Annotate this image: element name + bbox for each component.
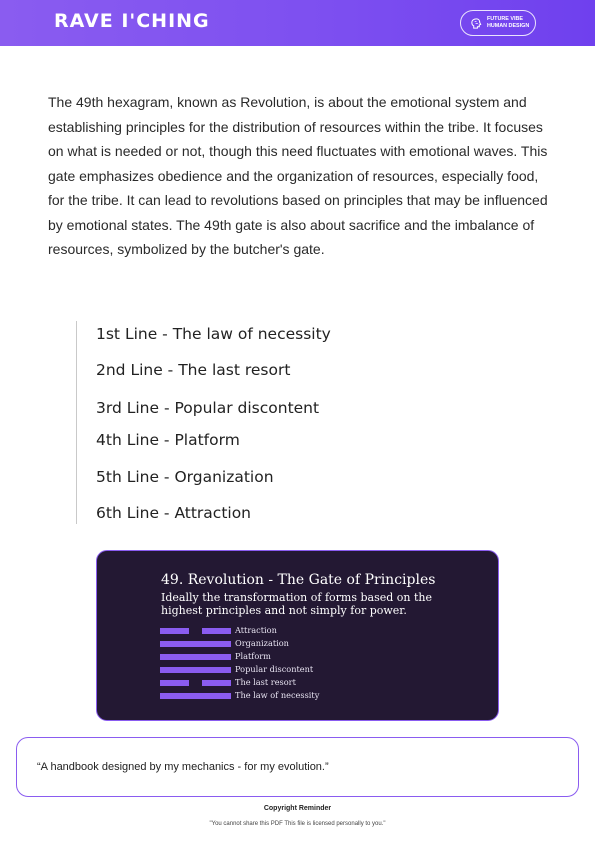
hexagram-bar [202, 680, 231, 686]
quote-box [16, 737, 579, 797]
gate-subtitle: Ideally the transformation of forms based on the highest principles and not simply for power. [161, 591, 432, 617]
copyright-title: Copyright Reminder [263, 805, 332, 812]
line-item-1: 1st Line - The law of necessity [96, 325, 331, 343]
hexagram-bar [202, 628, 231, 634]
line-item-3: 3rd Line - Popular discontent [96, 399, 320, 417]
hexagram-bar [160, 680, 189, 686]
header-banner [0, 0, 595, 46]
page-title: RAVE I'CHING [54, 10, 210, 32]
brand-line-2: HUMAN DESIGN [487, 23, 530, 29]
hexagram-label: Attraction [235, 625, 277, 635]
line-item-2: 2nd Line - The last resort [96, 361, 291, 379]
brand-name [487, 16, 529, 30]
hexagram-bar [160, 667, 231, 673]
hexagram-label: The last resort [235, 677, 296, 687]
hexagram-bar [160, 693, 231, 699]
hexagram-label: Organization [235, 638, 289, 648]
line-item-4: 4th Line - Platform [96, 431, 240, 449]
hexagram-bar [160, 628, 189, 634]
lines-divider [76, 321, 77, 524]
hexagram-bar [160, 654, 231, 660]
brain-icon [470, 17, 483, 30]
brand-badge [460, 10, 536, 36]
brand-line-1: FUTURE VIBE [487, 16, 523, 22]
gate-card [96, 550, 499, 721]
hexagram-label: The law of necessity [235, 690, 320, 700]
copyright-text: "You cannot share this PDF This file is licensed personally to you." [209, 821, 386, 827]
line-item-5: 5th Line - Organization [96, 468, 274, 486]
hexagram-label: Popular discontent [235, 664, 314, 674]
quote-text: “A handbook designed by my mechanics - for my evolution.” [37, 761, 329, 773]
intro-paragraph: The 49th hexagram, known as Revolution, is about the emotional system and establishing principles for the distribution of resources within the tribe. It focuses on what is needed or not, though this need fluctuates with emotional waves. This gate emphasizes obedience and the organization of resources, especially food, for the tribe. It can lead to revolutions based on principles that may be influenced by emotional states. The 49th gate is also about sacrifice and the imbalance of resources, symbolized by the butcher's gate. [48, 94, 548, 257]
gate-title: 49. Revolution - The Gate of Principles [161, 572, 436, 588]
hexagram-label: Platform [235, 651, 271, 661]
line-item-6: 6th Line - Attraction [96, 504, 252, 522]
hexagram-bar [160, 641, 231, 647]
